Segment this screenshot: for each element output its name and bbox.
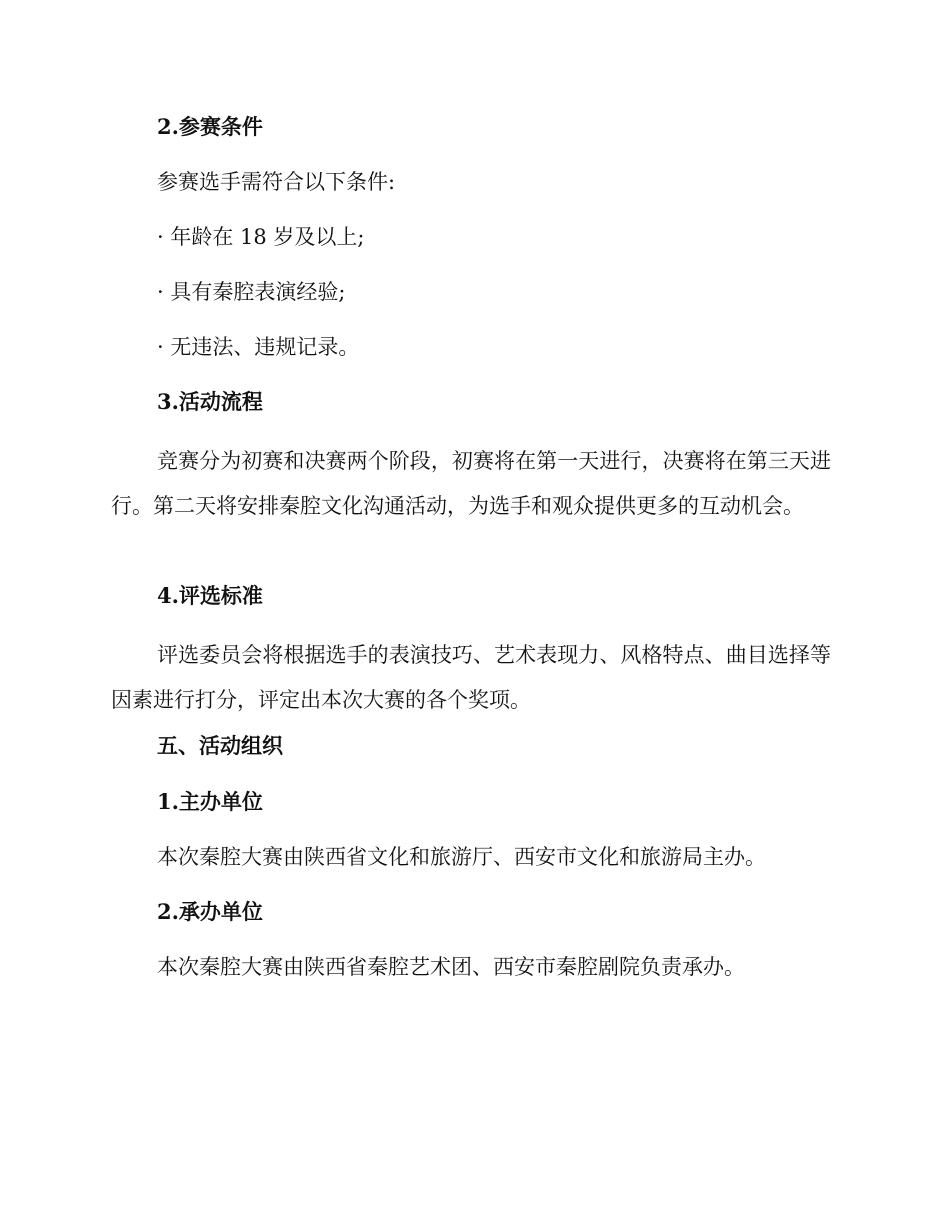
- bullet-item-experience: · 具有秦腔表演经验;: [157, 280, 346, 304]
- heading-host-unit: 1.主办单位: [157, 789, 263, 814]
- heading-judging-criteria: 4.评选标准: [157, 583, 263, 608]
- heading-activity-organization: 五、活动组织: [157, 733, 283, 758]
- heading-organizer-unit: 2.承办单位: [157, 899, 263, 924]
- bullet-item-age: · 年龄在 18 岁及以上;: [157, 225, 365, 249]
- paragraph-host-unit: 本次秦腔大赛由陕西省文化和旅游厅、西安市文化和旅游局主办。: [157, 845, 766, 869]
- paragraph-activity-process: 竞赛分为初赛和决赛两个阶段，初赛将在第一天进行，决赛将在第三天进行。第二天将安排秦腔文化沟通活动，为选手和观众提供更多的互动机会。: [111, 449, 831, 518]
- heading-activity-process: 3.活动流程: [157, 389, 263, 414]
- paragraph-conditions-intro: 参赛选手需符合以下条件:: [157, 170, 396, 194]
- bullet-item-no-record: · 无违法、违规记录。: [157, 335, 360, 359]
- paragraph-organizer-unit: 本次秦腔大赛由陕西省秦腔艺术团、西安市秦腔剧院负责承办。: [157, 955, 745, 979]
- heading-participation-conditions: 2.参赛条件: [157, 114, 263, 139]
- paragraph-judging-criteria: 评选委员会将根据选手的表演技巧、艺术表现力、风格特点、曲目选择等因素进行打分，评定出本次大赛的各个奖项。: [111, 643, 831, 712]
